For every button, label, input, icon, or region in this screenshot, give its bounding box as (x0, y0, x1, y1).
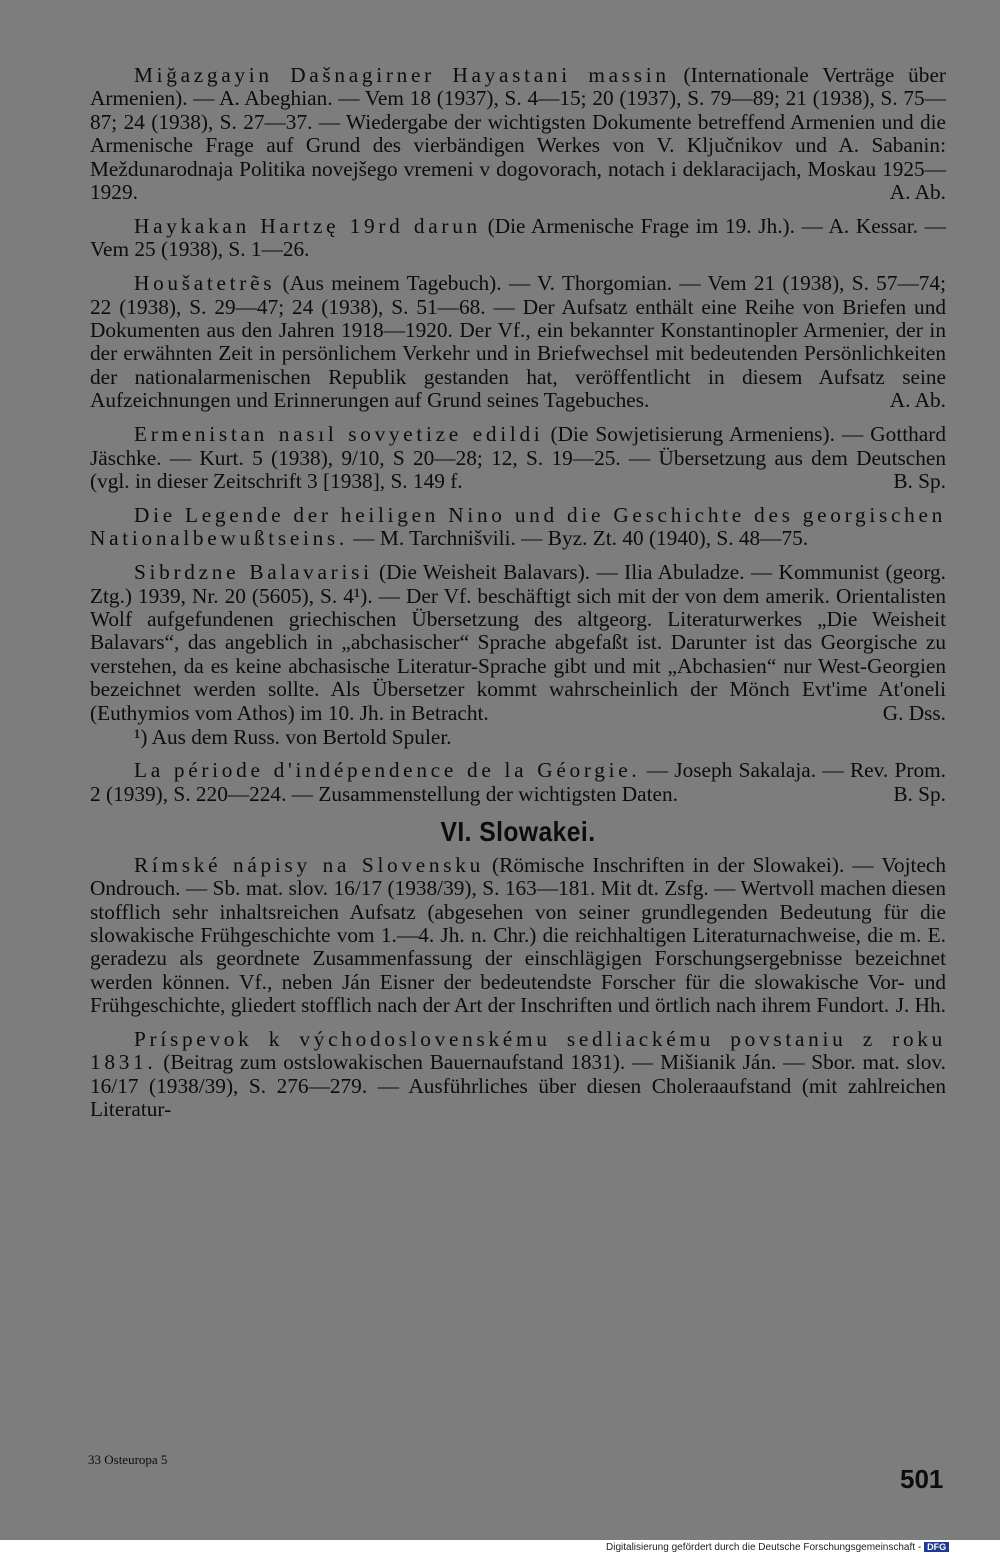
entry-title: La période d'indépendence de la Géorgie. (134, 758, 641, 783)
bibliography-entry (90, 1028, 946, 1122)
entry-title: Houšatetrẽs (134, 271, 276, 296)
signature-mark: 33 Osteuropa 5 (88, 1452, 168, 1467)
section-heading: VI. Slowakei. (440, 816, 596, 848)
entry-title: Príspevok k východoslovenskému sedliackému povstaniu z roku 1831. (90, 1027, 946, 1075)
entry-signature: J. Hh. (895, 993, 946, 1018)
entry-signature: B. Sp. (893, 469, 946, 493)
entry-signature: A. Ab. (889, 388, 946, 413)
bibliography-entry (90, 272, 946, 412)
bibliography-entry (90, 561, 946, 725)
page-number: 501 (900, 1464, 944, 1494)
entry-text: (Römische Inschriften in der Slowakei). — Vojtech Ondrouch. — Sb. mat. slov. 16/17 (1938/39), S. 163—181. Mit dt. Zsfg. — Wertvoll machen diesen stofflich sehr inhaltsreichen Aufsatz (abgesehen von seiner grundlegenden Bedeutung für die slowakische Frühgeschichte vom 1.—4. Jh. n. Chr.) die reichhaltigen Literaturnachweise, die m. E. geradezu als geordnete Zusammenfassung der einschlägigen Forschungsergebnisse bezeichnet werden können. Vf., neben Ján Eisner der bedeutendste Forscher für die slowakische Vor- und Frühgeschichte, gliedert stofflich nach der Art der Inschriften und örtlich nach ihrem Fundort. (90, 852, 946, 1018)
entry-text: (Die Weisheit Balavars). — Ilia Abuladze. — Kommunist (georg. Ztg.) 1939, Nr. 20 (5605), S. 4¹). — Der Vf. beschäftigt sich mit der von dem amerik. Orientalisten Wolf aufgefundenen griechischen Übersetzung des altgeorg. Literaturwerkes „Die Weisheit Balavars“, das angeblich in „abchasischer“ Sprache abgefaßt ist. Darunter ist das Georgische zu verstehen, da es keine abchasische Literatur-Sprache gibt und mit „Abchasien“ nur West-Georgien bezeichnet werden sollte. Als Übersetzer kommt wahrscheinlich der Mönch Evt'ime At'oneli (Euthymios vom Athos) im 10. Jh. in Betracht. (90, 560, 947, 725)
entry-text: (Beitrag zum ostslowakischen Bauernaufstand 1831). — Mišianik Ján. — Sbor. mat. slov. 16/17 (1938/39), S. 276—279. — Ausführliches über diesen Choleraaufstand (mit zahlreichen Literatur- (90, 1050, 946, 1122)
bibliography-entry (90, 215, 946, 262)
bibliography-entry (90, 423, 946, 493)
entry-text: (Aus meinem Tagebuch). — V. Thorgomian. — Vem 21 (1938), S. 57—74; 22 (1938), S. 29—47; 24 (1938), S. 51—68. — Der Aufsatz enthält eine Reihe von Briefen und Dokumenten aus den Jahren 1918—1920. Der Vf., ein bekannter Konstantinopler Armenier, der in der erwähnten Zeit in persönlichem Verkehr und in Briefwechsel mit bedeutenden Persönlichkeiten der nationalarmenischen Republik gestanden hat, veröffentlicht in diesem Aufsatz seine Aufzeichnungen und Erinnerungen auf Grund seines Tagebuches. (90, 271, 946, 413)
entry-signature: G. Dss. (882, 700, 946, 725)
entry-text: — Joseph Sakalaja. — Rev. Prom. 2 (1939), S. 220—224. — Zusammenstellung der wichtigsten Daten. (90, 758, 947, 806)
entry-signature: A. Ab. (889, 180, 946, 205)
bibliography-entry (90, 64, 946, 204)
entry-title: Miğazgayin Dašnagirner Hayastani massin (134, 63, 670, 87)
footnote: ¹) Aus dem Russ. von Bertold Spuler. (134, 724, 452, 749)
bibliography-entry (90, 759, 946, 806)
credit-text: Digitalisierung gefördert durch die Deutsche Forschungsgemeinschaft - (606, 1542, 922, 1553)
entry-title: Haykakan Hartzę 19rd darun (134, 213, 481, 238)
entry-title: Die Legende der heiligen Nino und die Geschichte des georgischen Nationalbewußtseins. (90, 502, 946, 551)
bibliography-entry (90, 854, 946, 1018)
entry-title: Rímské nápisy na Slovensku (134, 852, 484, 877)
entry-text: — M. Tarchnišvili. — Byz. Zt. 40 (1940), S. 48—75. (347, 526, 809, 551)
entry-title: Sibrdzne Balavarisi (134, 560, 373, 585)
digitization-credit (606, 1542, 949, 1553)
entry-text: (Internationale Verträge über Armenien). — A. Abeghian. — Vem 18 (1937), S. 4—15; 20 (1937), S. 79—89; 21 (1938), S. 75—87; 24 (1938), S. 27—37. — Wiedergabe der wichtigsten Dokumente betreffend Armenien und die Armenische Frage auf Grund des vierbändigen Werkes von V. Ključnikov und A. Sabanin: Meždunarodnaja Politika novejšego vremeni v dogovorach, notach i deklaracijach, Moskau 1925—1929. (90, 63, 946, 205)
entry-title: Ermenistan nasıl sovyetize edildi (134, 422, 544, 447)
dfg-logo: DFG (924, 1542, 949, 1552)
entry-text: (Die Armenische Frage im 19. Jh.). — A. Kessar. — Vem 25 (1938), S. 1—26. (90, 213, 946, 262)
bibliography-entry (90, 504, 946, 551)
entry-text: (Die Sowjetisierung Armeniens). — Gotthard Jäschke. — Kurt. 5 (1938), 9/10, S 20—28; 12, S. 19—25. — Übersetzung aus dem Deutschen (vgl. in dieser Zeitschrift 3 [1938], S. 149 f. (90, 422, 947, 493)
entry-signature: B. Sp. (893, 781, 946, 806)
page-content (90, 64, 946, 1132)
